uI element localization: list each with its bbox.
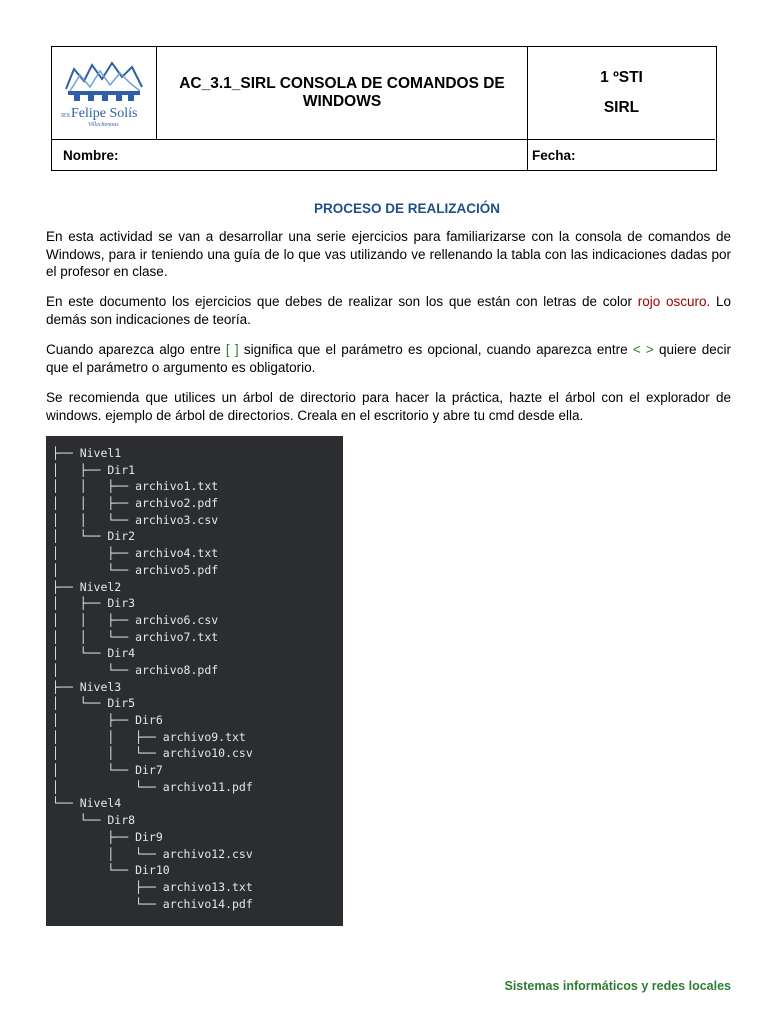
dark-red-text: rojo oscuro.	[637, 294, 711, 309]
logo-name: Felipe Solís	[71, 106, 138, 121]
tree-line: │ ├── Dir6	[52, 713, 163, 727]
tree-line: └── Nivel4	[52, 796, 122, 811]
tree-line: │ ├── Dir3	[52, 596, 136, 611]
document-title: AC_3.1_SIRL CONSOLA DE COMANDOS DE WINDOWS	[157, 47, 528, 140]
paragraph-colors-text-a: En este documento los ejercicios que debes de realizar son los que están con letras de color	[46, 294, 638, 309]
tree-line: ├── Nivel2	[52, 579, 122, 594]
tree-line: │ └── archivo12.csv	[52, 846, 253, 861]
tree-line: │ ├── Dir1	[52, 462, 136, 477]
tree-line: │ │ └── archivo7.txt	[52, 629, 219, 644]
tree-line: ├── Dir9	[52, 829, 163, 844]
tree-line: ├── Nivel3	[52, 679, 122, 694]
tree-line: │ │ ├── archivo9.txt	[52, 729, 246, 744]
tree-line: │ │ ├── archivo2.pdf	[52, 496, 219, 511]
paragraph-parameters-text-b: significa que el parámetro es opcional, cuando aparezca entre	[238, 342, 633, 357]
tree-line: └── Dir10	[52, 863, 170, 878]
tree-line: └── Dir8	[52, 813, 136, 828]
tree-line: │ └── archivo11.pdf	[52, 779, 253, 794]
tree-line: │ │ ├── archivo1.txt	[52, 479, 219, 494]
tree-line: ├── archivo13.txt	[52, 879, 253, 894]
tree-line: │ │ └── archivo3.csv	[52, 512, 219, 527]
subject-label: SIRL	[603, 99, 640, 116]
tree-line: ├── Nivel1	[52, 446, 122, 460]
tree-line: │ └── archivo5.pdf	[52, 562, 219, 577]
paragraph-parameters-text-c: quiere decir que el parámetro o argumento es obligatorio.	[46, 342, 731, 375]
tree-line: │ │ ├── archivo6.csv	[52, 612, 219, 627]
paragraph-intro: En esta actividad se van a desarrollar una serie ejercicios para familiarizarse con la consola de comandos de Windows, para ir teniendo una guía de lo que vas utilizando ve rellenando la tabla con las indicaciones dadas por el profesor en clase.	[46, 229, 731, 279]
tree-line: │ └── Dir2	[52, 529, 136, 544]
tree-line: │ │ └── archivo10.csv	[52, 746, 253, 761]
tree-line: │ └── Dir4	[52, 646, 136, 661]
logo-town: Villechenous	[88, 122, 119, 128]
footer-subject: Sistemas informáticos y redes locales	[504, 979, 731, 993]
logo-prefix: IES	[61, 113, 70, 119]
directory-tree-block	[46, 436, 343, 926]
optional-brackets: [ ]	[225, 342, 239, 357]
date-field: Fecha:	[532, 148, 576, 163]
school-logo-icon	[60, 59, 148, 129]
logo-cell	[52, 47, 157, 140]
course-cell	[528, 47, 715, 140]
paragraph-parameters-text-a: Cuando aparezca algo entre	[46, 342, 226, 357]
course-label: 1 ºSTI	[600, 69, 643, 86]
paragraph-colors-text-b: Lo demás son indicaciones de teoría.	[46, 294, 731, 327]
section-title: PROCESO DE REALIZACIÓN	[313, 201, 500, 216]
tree-line: │ ├── archivo4.txt	[52, 546, 219, 561]
paragraph-parameters	[46, 341, 731, 376]
tree-line: └── archivo14.pdf	[52, 896, 253, 911]
required-angles: < >	[632, 342, 654, 357]
header-table	[51, 46, 717, 171]
paragraph-colors	[46, 293, 731, 328]
paragraph-tree-recommendation: Se recomienda que utilices un árbol de directorio para hacer la práctica, hazte el árbol con el explorador de windows. ejemplo de árbol de directorios. Creala en el escritorio y abre tu cmd desde ella.	[46, 390, 731, 423]
tree-line: │ └── Dir5	[52, 696, 136, 711]
tree-line: │ └── archivo8.pdf	[52, 662, 219, 677]
tree-line: │ └── Dir7	[52, 763, 163, 778]
name-field: Nombre:	[52, 140, 528, 170]
